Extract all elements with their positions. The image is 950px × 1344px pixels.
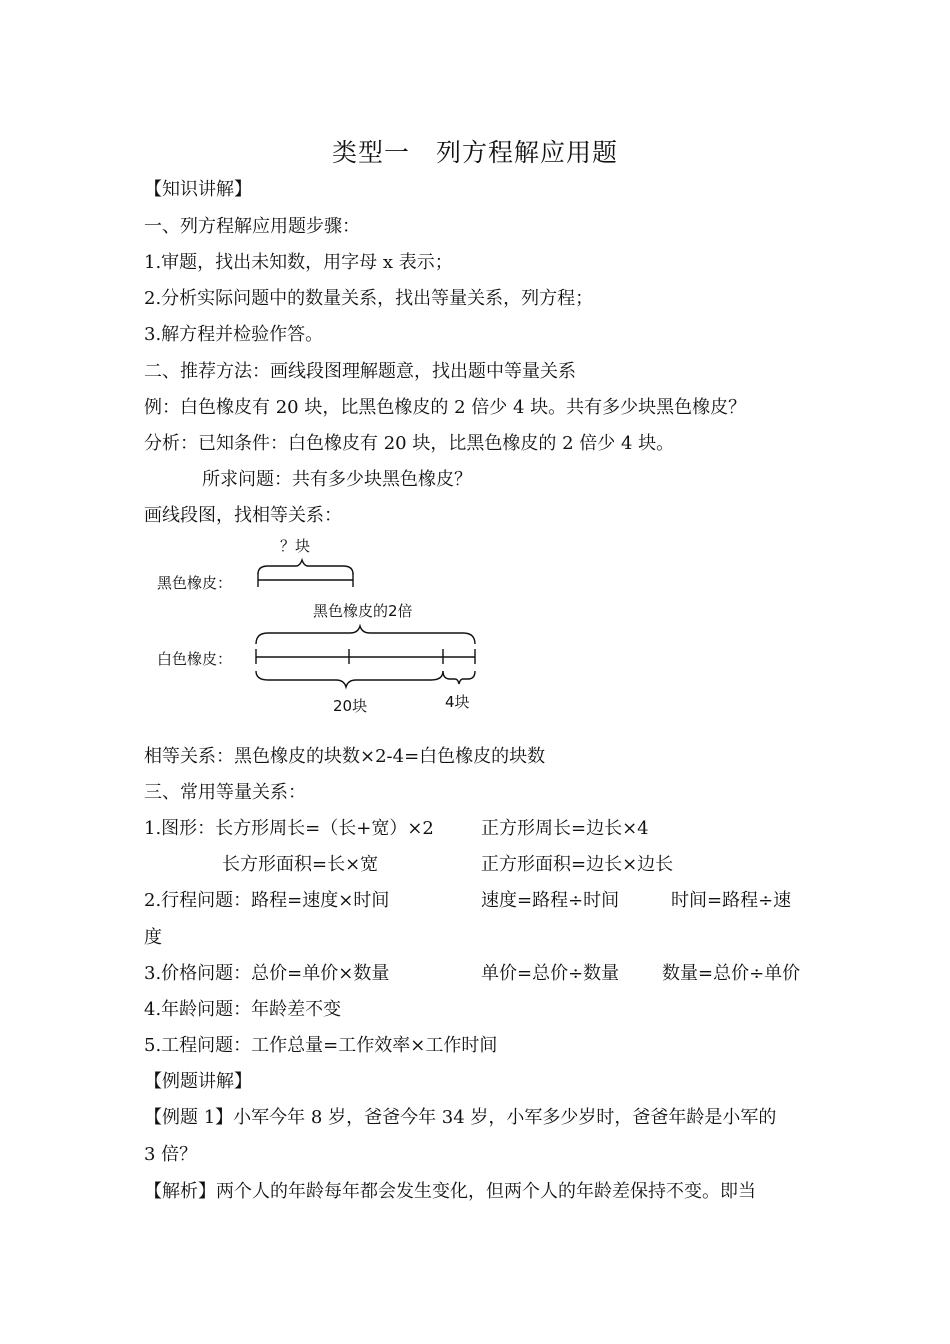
analysis-text: 分析：已知条件：白色橡皮有 20 块，比黑色橡皮的 2 倍少 4 块。 xyxy=(144,433,675,454)
page-title: 类型一 列方程解应用题 xyxy=(331,138,618,167)
twenty-label: 20块 xyxy=(333,697,368,715)
rule-5: 5.工程问题：工作总量=工作效率×工作时间 xyxy=(144,1035,498,1056)
rule-2a: 2.行程问题：路程=速度×时间 xyxy=(144,890,390,911)
double-label: 黑色橡皮的2倍 xyxy=(313,602,413,620)
example-text: 例：白色橡皮有 20 块，比黑色橡皮的 2 倍少 4 块。共有多少块黑色橡皮？ xyxy=(144,397,747,418)
rule-3a: 3.价格问题：总价=单价×数量 xyxy=(144,963,390,984)
rule-3b: 单价=总价÷数量 xyxy=(481,963,620,984)
rule-1d: 正方形面积=边长×边长 xyxy=(481,854,674,875)
step-1: 1.审题，找出未知数，用字母 x 表示； xyxy=(144,252,453,273)
equal-relation: 相等关系：黑色橡皮的块数×2-4=白色橡皮的块数 xyxy=(144,746,546,767)
brace-four xyxy=(443,671,475,684)
steps-heading: 一、列方程解应用题步骤： xyxy=(144,216,360,237)
rule-1c: 长方形面积=长×宽 xyxy=(222,854,379,875)
analysis-line: 【解析】两个人的年龄每年都会发生变化，但两个人的年龄差保持不变。即当 xyxy=(144,1181,756,1202)
rule-2b: 速度=路程÷时间 xyxy=(481,890,620,911)
rule-1a: 1.图形：长方形周长=（长+宽）×2 xyxy=(144,818,434,839)
black-label: 黑色橡皮： xyxy=(157,574,233,592)
step-2: 2.分析实际问题中的数量关系，找出等量关系，列方程； xyxy=(144,288,594,309)
rule-2d: 度 xyxy=(144,927,162,948)
example-1-line-2: 3 倍？ xyxy=(144,1144,198,1165)
rule-4: 4.年龄问题：年龄差不变 xyxy=(144,999,342,1020)
draw-diagram-text: 画线段图，找相等关系： xyxy=(144,505,342,526)
step-3: 3.解方程并检验作答。 xyxy=(144,324,324,345)
brace-unknown xyxy=(258,560,353,574)
line-segment-diagram xyxy=(150,530,490,725)
rule-2c: 时间=路程÷速 xyxy=(671,890,792,911)
example-1-line-1: 【例题 1】小军今年 8 岁，爸爸今年 34 岁，小军多少岁时，爸爸年龄是小军的 xyxy=(144,1107,777,1128)
four-label: 4块 xyxy=(445,693,470,711)
brace-double xyxy=(256,626,475,644)
brace-twenty xyxy=(256,671,443,687)
white-label: 白色橡皮： xyxy=(157,650,233,668)
question-text: 所求问题：共有多少块黑色橡皮？ xyxy=(202,469,472,490)
rule-3c: 数量=总价÷单价 xyxy=(662,963,801,984)
method-heading: 二、推荐方法：画线段图理解题意，找出题中等量关系 xyxy=(144,361,576,382)
example-header: 【例题讲解】 xyxy=(144,1071,252,1092)
common-heading: 三、常用等量关系： xyxy=(144,782,306,803)
rule-1b: 正方形周长=边长×4 xyxy=(481,818,649,839)
unknown-label: ？块 xyxy=(280,537,311,555)
knowledge-header: 【知识讲解】 xyxy=(144,179,252,200)
